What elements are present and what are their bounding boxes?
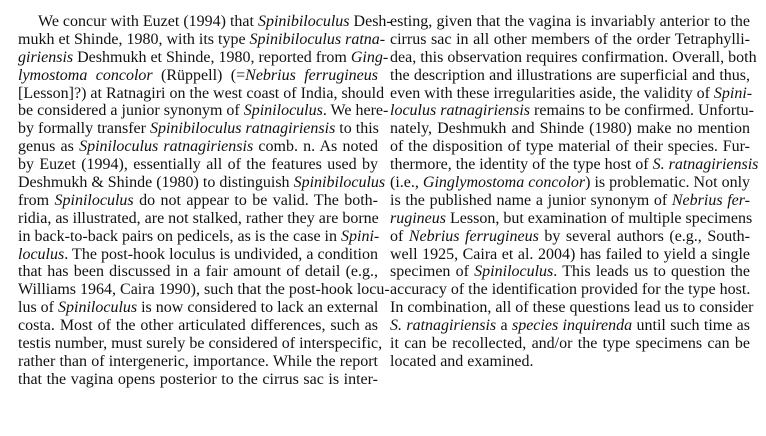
italic-taxon-text: Spinibiloculus <box>257 13 350 30</box>
text-line <box>390 263 750 281</box>
body-text: remains to be confirmed. Unfortu- <box>530 102 754 120</box>
italic-taxon-text: lymostoma concolor <box>18 66 153 84</box>
text-line <box>18 120 378 138</box>
italic-taxon-text: Nebrius ferrugineus <box>245 66 379 84</box>
text-line <box>390 67 750 85</box>
text-line <box>18 192 378 210</box>
body-text: by formally transfer <box>18 120 150 138</box>
text-line <box>390 102 754 120</box>
text-line <box>18 317 378 335</box>
text-line <box>18 246 378 264</box>
body-text: esting, given that the vagina is invariably anterior to the <box>390 13 750 30</box>
text-line <box>18 67 378 85</box>
text-line <box>18 30 386 49</box>
text-line <box>390 209 753 228</box>
body-text: rather than of intergeneric, importance. While the report <box>18 352 378 370</box>
text-line <box>18 48 389 67</box>
text-line <box>390 299 754 317</box>
body-text: by several authors (e.g., South- <box>538 227 750 245</box>
text-line <box>18 138 378 156</box>
text-line <box>390 31 750 49</box>
italic-taxon-text: Spinibiloculus <box>293 174 386 192</box>
text-line <box>390 353 750 371</box>
body-text: ridia, as illustrated, are not stalked, rather they are borne <box>18 209 379 227</box>
body-text: of <box>390 227 409 245</box>
body-text: . The post-hook loculus is undivided, a condition <box>64 245 378 263</box>
body-text: We concur with Euzet (1994) that <box>38 13 258 30</box>
body-text: located and examined. <box>390 352 534 370</box>
text-line <box>390 228 750 246</box>
italic-taxon-text: Spiniloculus <box>474 263 554 281</box>
body-text: even with these irregularities aside, the validity of <box>390 84 714 102</box>
body-text: it can be recollected, and/or the type specimens can be <box>390 335 750 353</box>
body-text: Desh- <box>349 13 392 30</box>
body-text: lus of <box>18 299 58 317</box>
body-text: Williams 1964, Caira 1990), such that the post-hook locu- <box>18 281 390 299</box>
text-column-left <box>18 13 392 389</box>
body-text: dea, this observation requires confirmation. Overall, both <box>390 48 757 66</box>
text-line <box>18 210 378 228</box>
text-line <box>18 228 378 246</box>
text-line <box>18 263 378 281</box>
body-text: accuracy of the identification provided for the type host. <box>390 281 751 299</box>
body-text: costa. Most of the other articulated differences, such as <box>18 317 378 335</box>
body-text: in back-to-back pairs on pedicels, as is the case in <box>18 227 341 245</box>
text-line <box>390 48 757 67</box>
italic-taxon-text: Spinibiloculus ratnagiriensis <box>149 120 336 138</box>
text-line <box>18 335 383 353</box>
body-text: cirrus sac in all other members of the order Tetraphylli- <box>390 30 750 48</box>
text-line <box>390 246 750 264</box>
text-line <box>390 174 750 192</box>
body-text: (Rüppell) (= <box>152 66 246 84</box>
body-text: In combination, all of these questions lead us to consider <box>390 299 754 317</box>
italic-taxon-text: Ginglymostoma concolor <box>422 174 586 192</box>
italic-taxon-text: Nebrius ferrugineus <box>408 227 539 245</box>
text-line <box>18 102 389 120</box>
text-line <box>390 192 750 210</box>
body-text: be considered a junior synonym of <box>18 102 244 120</box>
italic-taxon-text: Ging- <box>350 48 389 66</box>
body-text: is now considered to lack an external <box>137 299 379 317</box>
text-line <box>18 156 378 174</box>
body-text: specimen of <box>390 263 475 281</box>
body-text: by Euzet (1994), essentially all of the features used by <box>18 156 378 174</box>
body-text: that has been discussed in a fair amount of detail (e.g., <box>18 263 378 281</box>
body-text: thermore, the identity of the type host of <box>390 156 653 174</box>
italic-taxon-text: Spiniloculus ratnagiriensis <box>79 138 254 156</box>
body-text: testis number, must surely be considered of interspecific, <box>18 335 383 353</box>
body-text: a <box>496 317 512 335</box>
body-text: (i.e., <box>390 174 423 192</box>
body-text: of the disposition of type material of their species. Fur- <box>390 138 750 156</box>
body-text: genus as <box>18 138 80 156</box>
body-text: that the vagina opens posterior to the cirrus sac is inter- <box>18 370 378 388</box>
body-text: the description and illustrations are superficial and thus, <box>390 66 750 84</box>
body-text: mukh et Shinde, 1980, with its type <box>18 30 250 48</box>
text-line <box>390 335 750 353</box>
italic-taxon-text: Nebrius fer- <box>671 191 751 209</box>
text-line <box>18 299 378 317</box>
text-line <box>390 84 753 103</box>
body-text: comb. n. As noted <box>253 138 379 156</box>
body-text: from <box>18 191 55 209</box>
text-line <box>18 84 385 103</box>
text-line <box>18 353 378 371</box>
body-text: Deshmukh & Shinde (1980) to distinguish <box>18 174 294 192</box>
text-line <box>18 371 378 389</box>
italic-taxon-text: rugineus <box>390 209 446 227</box>
body-text: until such time as <box>632 317 750 335</box>
italic-taxon-text: S. ratnagiriensis <box>390 317 497 335</box>
body-text: is the published name a junior synonym of <box>390 191 672 209</box>
italic-taxon-text: Spini- <box>341 227 380 245</box>
body-text: . This leads us to question the <box>553 263 751 281</box>
italic-taxon-text: Spiniloculus <box>243 102 323 120</box>
text-line <box>390 281 750 299</box>
body-text: well 1925, Caira et al. 2004) has failed to yield a single <box>390 245 750 263</box>
body-text: [Lesson]?) at Ratnagiri on the west coast of India, should <box>18 84 385 102</box>
text-line <box>390 13 750 31</box>
body-text: do not appear to be valid. The both- <box>133 191 378 209</box>
italic-taxon-text: Spini- <box>713 84 753 102</box>
text-line <box>390 120 750 138</box>
italic-taxon-text: loculus <box>18 245 65 263</box>
italic-taxon-text: species inquirenda <box>511 317 633 335</box>
text-line <box>390 317 750 335</box>
text-line <box>390 138 750 156</box>
italic-taxon-text: S. ratnagiriensis <box>652 156 759 174</box>
body-text: nately, Deshmukh and Shinde (1980) make no mention <box>390 120 750 138</box>
body-text: to this <box>335 120 379 138</box>
text-line <box>18 174 386 192</box>
body-text: ) is problematic. Not only <box>585 174 751 192</box>
text-column-right <box>390 13 759 371</box>
italic-taxon-text: giriensis <box>18 48 74 66</box>
text-line <box>18 13 392 31</box>
italic-taxon-text: loculus ratnagiriensis <box>390 102 531 120</box>
italic-taxon-text: Spiniloculus <box>54 191 134 209</box>
italic-taxon-text: Spiniloculus <box>58 299 138 317</box>
body-text: Lesson, but examination of multiple specimens <box>446 209 753 227</box>
italic-taxon-text: Spinibiloculus ratna- <box>249 30 386 48</box>
text-line <box>18 281 390 299</box>
body-text: . We here- <box>322 102 389 120</box>
text-line <box>390 156 759 174</box>
body-text: Deshmukh et Shinde, 1980, reported from <box>73 48 351 66</box>
